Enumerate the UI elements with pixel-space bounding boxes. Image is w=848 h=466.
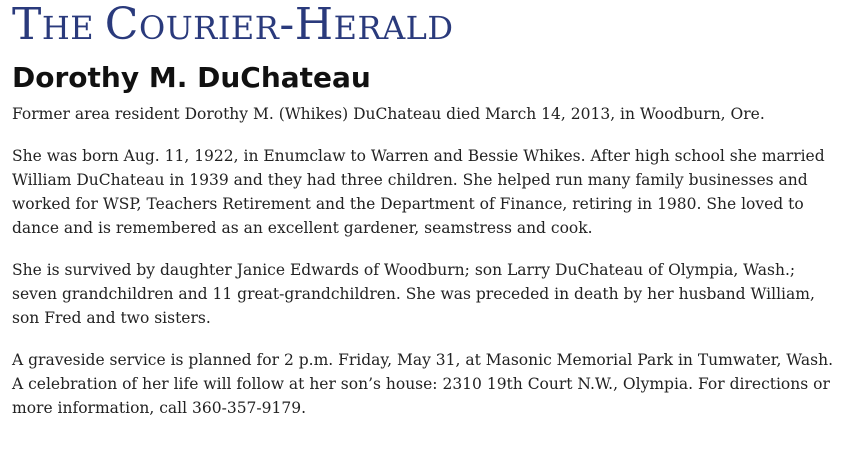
article-body [12,102,840,420]
obituary-page [12,0,840,420]
newspaper-masthead[interactable]: THE COURIER-HERALD [12,0,454,50]
article-paragraph: She was born Aug. 11, 1922, in Enumclaw to Warren and Bessie Whikes. After high school she married William DuChateau in 1939 and they had three children. She helped run many family businesses and worked for WSP, Teachers Retirement and the Department of Finance, retiring in 1980. She loved to dance and is remembered as an excellent gardener, seamstress and cook. [12,147,825,237]
article-paragraph: A graveside service is planned for 2 p.m. Friday, May 31, at Masonic Memorial Park in Tumwater, Wash. A celebration of her life will follow at her son’s house: 2310 19th Court N.W., Olympia. For directions or more information, call 360-357-9179. [12,351,833,417]
article-headline: Dorothy M. DuChateau [12,61,371,94]
article-paragraph: Former area resident Dorothy M. (Whikes) DuChateau died March 14, 2013, in Woodburn, Ore. [12,105,765,123]
article-paragraph: She is survived by daughter Janice Edwards of Woodburn; son Larry DuChateau of Olympia, Wash.; seven grandchildren and 11 great-grandchildren. She was preceded in death by her husband William, son Fred and two sisters. [12,261,815,327]
